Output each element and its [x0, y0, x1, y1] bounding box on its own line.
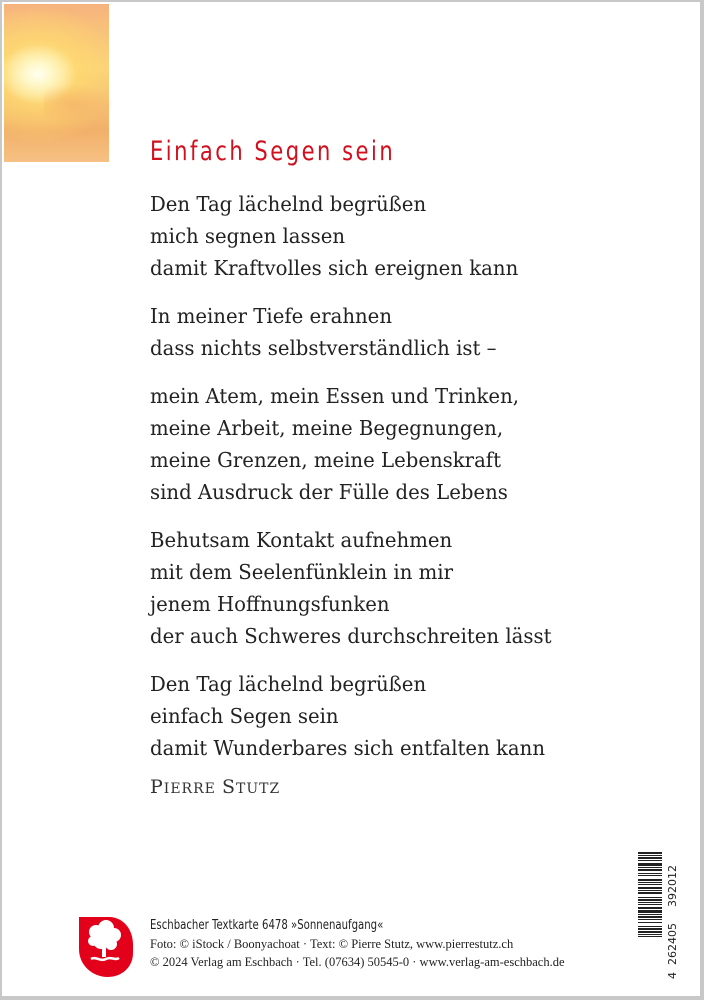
card-footer	[150, 917, 565, 971]
author-last-rest: TUTZ	[235, 781, 281, 797]
poem-stanza	[150, 300, 630, 364]
author-last-initial: S	[221, 776, 236, 798]
poem-line: jenem Hoffnungsfunken	[150, 592, 390, 616]
poem-line: meine Grenzen, meine Lebenskraft	[150, 448, 502, 472]
barcode-first-digit: 4	[666, 972, 678, 979]
poem-line: mit dem Seelenfünklein in mir	[150, 560, 453, 584]
barcode-group2: 392012	[666, 865, 678, 907]
textcard-back	[2, 2, 700, 996]
poem-author	[150, 776, 280, 798]
footer-publisher-line: © 2024 Verlag am Eschbach · Tel. (07634) 50545-0 · www.verlag-am-eschbach.de	[150, 955, 565, 969]
poem-line: Den Tag lächelnd begrüßen	[150, 192, 427, 216]
poem-body	[150, 188, 630, 764]
poem-line: damit Wunderbares sich entfalten kann	[150, 736, 546, 760]
poem-line: der auch Schweres durchschreiten lässt	[150, 624, 552, 648]
poem-stanza	[150, 524, 630, 652]
poem-line: Den Tag lächelnd begrüßen	[150, 672, 427, 696]
author-first-initial: P	[150, 776, 164, 798]
tree-logo-icon	[79, 917, 133, 977]
poem-line: mein Atem, mein Essen und Trinken,	[150, 384, 520, 408]
footer-product-line: Eschbacher Textkarte 6478 »Sonnenaufgang«	[150, 918, 384, 933]
poem-line: meine Arbeit, meine Begegnungen,	[150, 416, 504, 440]
poem-line: Behutsam Kontakt aufnehmen	[150, 528, 453, 552]
poem-stanza	[150, 188, 630, 284]
footer-credits-line: Foto: © iStock / Boonyachoat · Text: © Pierre Stutz, www.pierrestutz.ch	[150, 937, 514, 951]
cloud-shape	[44, 84, 114, 124]
poem-stanza	[150, 668, 630, 764]
poem-line: dass nichts selbstverständlich ist –	[150, 336, 497, 360]
poem-line: mich segnen lassen	[150, 224, 346, 248]
barcode-icon	[638, 850, 678, 980]
poem-title: Einfach Segen sein	[150, 136, 396, 167]
poem-line: sind Ausdruck der Fülle des Lebens	[150, 480, 508, 504]
poem-line: In meiner Tiefe erahnen	[150, 304, 393, 328]
poem-line: damit Kraftvolles sich ereignen kann	[150, 256, 519, 280]
poem-line: einfach Segen sein	[150, 704, 339, 728]
poem-stanza	[150, 380, 630, 508]
sunrise-photo	[4, 4, 109, 162]
author-first-rest: IERRE	[163, 781, 216, 797]
barcode-group1: 262405	[666, 923, 678, 965]
